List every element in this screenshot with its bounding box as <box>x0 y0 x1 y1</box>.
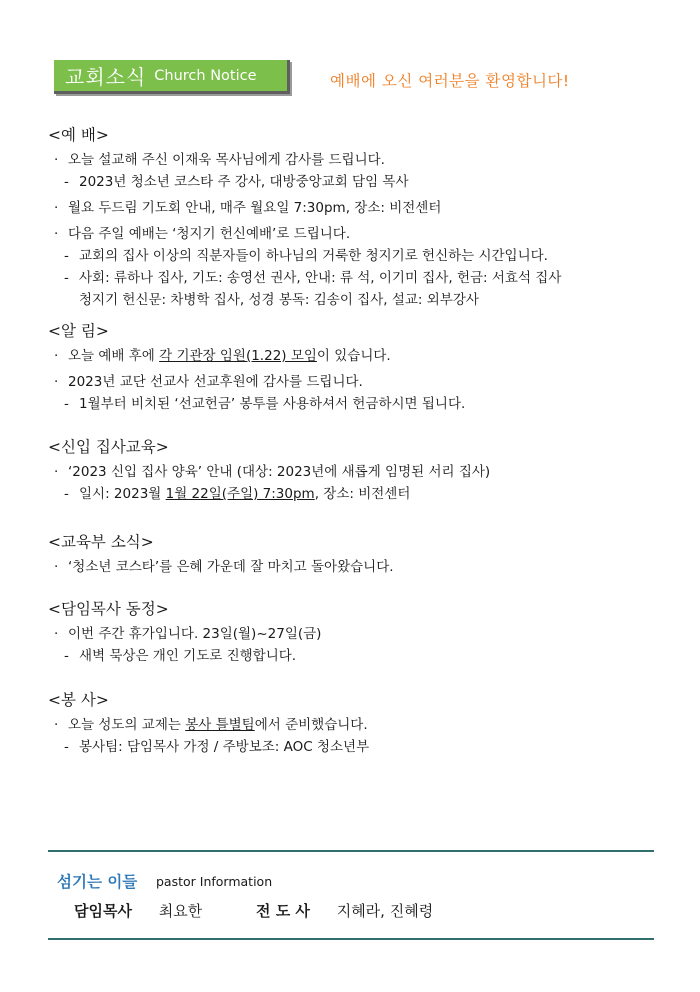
section-title-service: <봉 사> <box>48 691 109 709</box>
worship-item-next-sunday-desc: - 교회의 집사 이상의 직분자들이 하나님의 거룩한 청지기로 헌신하는 시간입니다. <box>48 245 561 267</box>
schedule-highlight: 1월 22일(주일) 7:30pm <box>165 486 315 502</box>
staff-title-english: pastor Information <box>156 874 273 889</box>
divider-top <box>48 850 654 852</box>
worship-item-next-sunday-roles: - 사회: 류하나 집사, 기도: 송영선 권사, 안내: 류 석, 이기미 집사, 헌금: 서효석 집사 <box>48 267 561 289</box>
section-title-education: <교육부 소식> <box>48 533 154 551</box>
service-team-highlight: 봉사 틀별팀 <box>185 717 255 733</box>
staff-title: 섬기는 이들 <box>57 873 138 891</box>
staff-name-senior-pastor: 최요한 <box>158 902 203 920</box>
notice-item-missionary: · 2023년 교단 선교사 선교후원에 감사를 드립니다. <box>48 371 465 393</box>
notice-item-missionary-detail: - 1월부터 비치된 ‘선교헌금’ 봉투를 사용하셔서 헌금하시면 됩니다. <box>48 393 465 415</box>
staff-name-evangelist: 지혜라, 진혜령 <box>336 902 434 920</box>
welcome-message: 예배에 오신 여러분을 환영합니다! <box>330 72 570 90</box>
deacon-item-training: · ‘2023 신입 집사 양육’ 안내 (대상: 2023년에 새롭게 임명된 서리 집사) <box>48 461 490 483</box>
service-item-fellowship: · 오늘 성도의 교제는 봉사 틀별팀에서 준비했습니다. <box>48 714 369 736</box>
worship-item-next-sunday: · 다음 주일 예배는 ‘청지기 헌신예배’로 드립니다. <box>48 223 561 245</box>
education-section <box>48 531 394 578</box>
meeting-highlight: 각 기관장 임원(1.22) 모임 <box>159 348 317 364</box>
header-title-english: Church Notice <box>154 67 257 84</box>
service-section <box>48 689 369 758</box>
notice-item-meeting: · 오늘 예배 후에 각 기관장 임원(1.22) 모임이 있습니다. <box>48 345 465 367</box>
section-title-worship: <예 배> <box>48 126 109 144</box>
staff-senior-pastor <box>74 900 202 921</box>
pastor-section <box>48 598 321 667</box>
worship-item-prayer-meeting: · 월요 두드림 기도회 안내, 매주 월요일 7:30pm, 장소: 비전센터 <box>48 197 561 219</box>
section-title-pastor: <담임목사 동정> <box>48 600 169 618</box>
staff-evangelist <box>256 900 433 921</box>
section-title-notice: <알 림> <box>48 322 109 340</box>
divider-bottom <box>48 938 654 940</box>
staff-role-evangelist: 전 도 사 <box>256 902 310 920</box>
notice-section <box>48 320 465 415</box>
worship-item-next-sunday-roles-cont: 청지기 헌신문: 차병학 집사, 성경 봉독: 김송이 집사, 설교: 외부강사 <box>79 292 479 308</box>
worship-section <box>48 124 561 311</box>
service-item-team: - 봉사팀: 담임목사 가정 / 주방보조: AOC 청소년부 <box>48 736 369 758</box>
church-notice-header <box>54 60 290 94</box>
section-title-new-deacon: <신입 집사교육> <box>48 438 169 456</box>
worship-item-thanks: · 오늘 설교해 주신 이재욱 목사님에게 감사를 드립니다. <box>48 149 561 171</box>
pastor-item-dawn-prayer: - 새벽 묵상은 개인 기도로 진행합니다. <box>48 645 321 667</box>
staff-role-senior-pastor: 담임목사 <box>74 902 132 920</box>
education-item-costa: · ‘청소년 코스타’를 은혜 가운데 잘 마치고 돌아왔습니다. <box>48 556 394 578</box>
new-deacon-section <box>48 436 490 505</box>
pastor-item-vacation: · 이번 주간 휴가입니다. 23일(월)~27일(금) <box>48 623 321 645</box>
header-title-korean: 교회소식 <box>65 65 147 89</box>
deacon-item-schedule: - 일시: 2023월 1월 22일(주일) 7:30pm, 장소: 비전센터 <box>48 483 490 505</box>
worship-item-speaker-detail: - 2023년 청소년 코스타 주 강사, 대방중앙교회 담임 목사 <box>48 171 561 193</box>
